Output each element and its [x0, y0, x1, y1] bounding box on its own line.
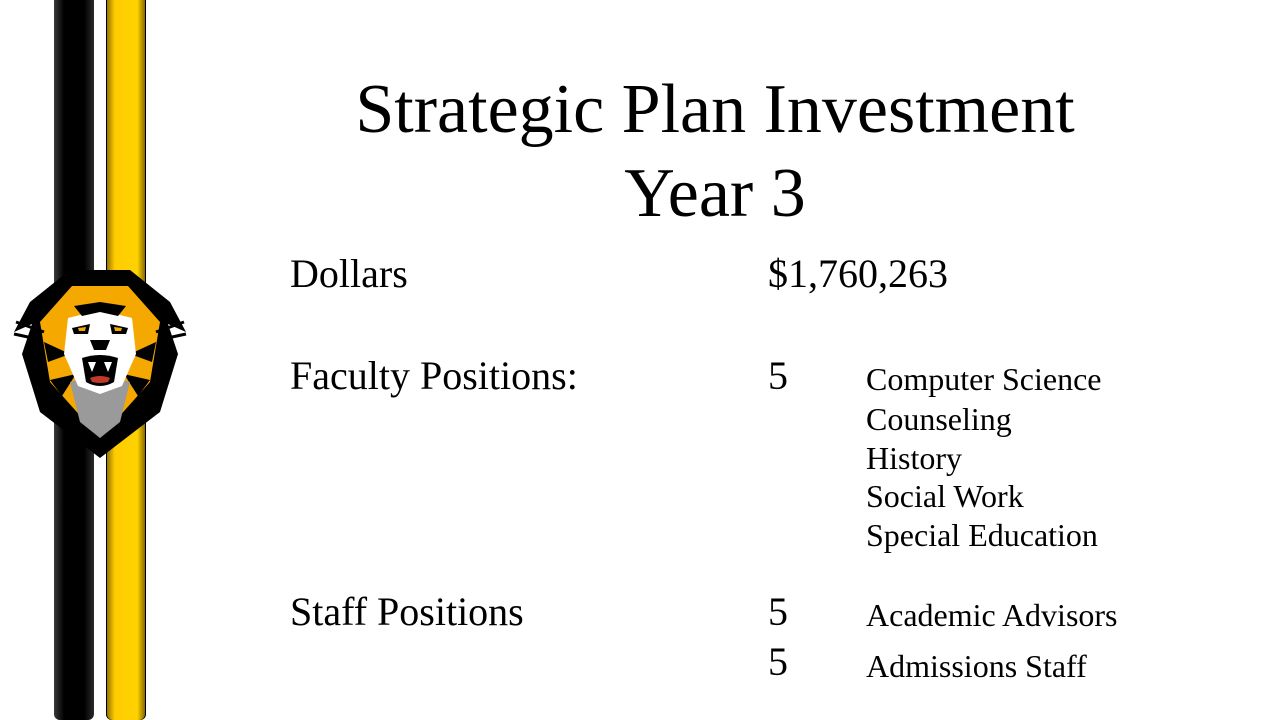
staff-item-academic-advisors: Academic Advisors [866, 597, 1118, 633]
staff-item-admissions-staff: Admissions Staff [866, 648, 1087, 684]
slide-title [300, 68, 1130, 236]
faculty-positions-label: Faculty Positions: [290, 353, 578, 398]
staff-advisors-count: 5 [768, 589, 788, 634]
faculty-item-history: History [866, 440, 962, 476]
dollars-value: $1,760,263 [768, 251, 948, 296]
title-line-1: Strategic Plan Investment [355, 71, 1075, 148]
dollars-label: Dollars [290, 251, 408, 296]
faculty-positions-count: 5 [768, 353, 788, 398]
staff-positions-label: Staff Positions [290, 589, 524, 634]
faculty-item-special-education: Special Education [866, 517, 1098, 553]
faculty-item-social-work: Social Work [866, 478, 1024, 514]
tiger-mascot-logo [10, 262, 190, 462]
faculty-item-computer-science: Computer Science [866, 361, 1102, 397]
faculty-item-counseling: Counseling [866, 401, 1012, 437]
staff-admissions-count: 5 [768, 639, 788, 684]
title-line-2: Year 3 [624, 155, 806, 232]
